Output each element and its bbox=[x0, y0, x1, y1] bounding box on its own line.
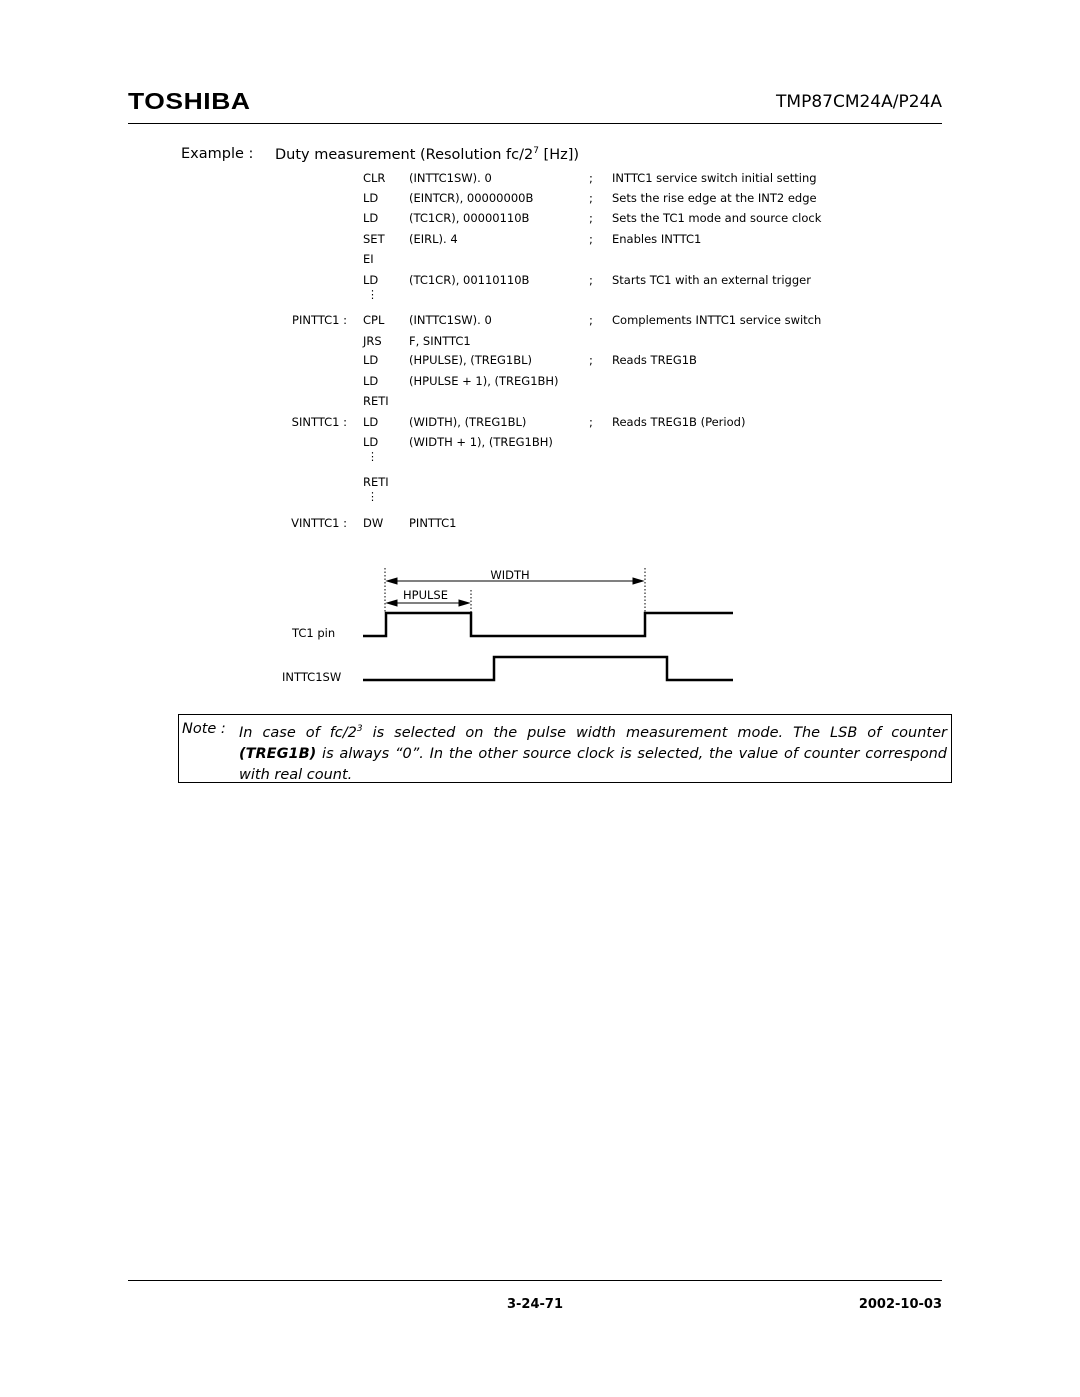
code-operand: (HPULSE + 1), (TREG1BH) bbox=[409, 374, 559, 388]
code-operand: (EINTCR), 00000000B bbox=[409, 191, 534, 205]
code-label: SINTTC1 : bbox=[291, 415, 347, 429]
comment-separator: ; bbox=[589, 232, 593, 246]
code-mnemonic: RETI bbox=[363, 475, 389, 489]
code-comment: Enables INTTC1 bbox=[612, 232, 702, 246]
code-comment: Complements INTTC1 service switch bbox=[612, 313, 822, 327]
arrowhead bbox=[387, 600, 397, 606]
code-mnemonic: EI bbox=[363, 252, 374, 266]
code-comment: INTTC1 service switch initial setting bbox=[612, 171, 817, 185]
code-operand: (HPULSE), (TREG1BL) bbox=[409, 353, 533, 367]
code-operand: (WIDTH), (TREG1BL) bbox=[409, 415, 527, 429]
code-operand: (EIRL). 4 bbox=[409, 232, 458, 246]
inttc1sw-label: INTTC1SW bbox=[282, 670, 342, 684]
code-mnemonic: LD bbox=[363, 353, 379, 367]
page-number: 3-24-71 bbox=[506, 1297, 564, 1312]
note-text-c: is always “0”. In the other source clock is selected, the value of counter correspond with real count. bbox=[239, 745, 947, 783]
code-mnemonic: LD bbox=[363, 374, 379, 388]
code-mnemonic: LD bbox=[363, 435, 379, 449]
code-mnemonic: LD bbox=[363, 191, 379, 205]
comment-separator: ; bbox=[589, 415, 593, 429]
hpulse-label: HPULSE bbox=[403, 588, 448, 602]
code-operand: PINTTC1 bbox=[409, 516, 457, 530]
code-mnemonic: LD bbox=[363, 273, 379, 287]
code-mnemonic: CLR bbox=[363, 171, 386, 185]
note-text-b: is selected on the pulse width measurement mode. The LSB of counter bbox=[362, 724, 947, 741]
code-mnemonic: CPL bbox=[363, 313, 385, 327]
code-comment: Reads TREG1B (Period) bbox=[612, 415, 746, 429]
title-suffix: [Hz]) bbox=[538, 146, 580, 163]
code-operand: F, SINTTC1 bbox=[409, 334, 471, 348]
code-operand: (INTTC1SW). 0 bbox=[409, 171, 492, 185]
code-comment: Starts TC1 with an external trigger bbox=[612, 273, 811, 287]
note-label: Note : bbox=[182, 721, 226, 737]
ellipsis-vertical: ⋮ bbox=[367, 288, 378, 301]
code-operand: (WIDTH + 1), (TREG1BH) bbox=[409, 435, 553, 449]
comment-separator: ; bbox=[589, 273, 593, 287]
code-comment: Sets the rise edge at the INT2 edge bbox=[612, 191, 817, 205]
comment-separator: ; bbox=[589, 171, 593, 185]
document-date: 2002-10-03 bbox=[858, 1297, 942, 1312]
tc1-pin-label: TC1 pin bbox=[292, 626, 336, 640]
code-comment: Reads TREG1B bbox=[612, 353, 697, 367]
comment-separator: ; bbox=[589, 191, 593, 205]
ellipsis-vertical: ⋮ bbox=[367, 450, 378, 463]
note-exponent: 3 bbox=[356, 724, 363, 734]
note-text bbox=[239, 719, 947, 786]
code-mnemonic: LD bbox=[363, 415, 379, 429]
note-register: (TREG1B) bbox=[239, 745, 317, 762]
code-operand: (INTTC1SW). 0 bbox=[409, 313, 492, 327]
arrowhead bbox=[387, 578, 397, 584]
arrowhead bbox=[633, 578, 643, 584]
code-operand: (TC1CR), 00110110B bbox=[409, 273, 530, 287]
code-operand: (TC1CR), 00000110B bbox=[409, 211, 530, 225]
code-mnemonic: DW bbox=[363, 516, 384, 530]
title-exponent: 7 bbox=[533, 146, 539, 156]
code-label: PINTTC1 : bbox=[292, 313, 347, 327]
inttc1sw-waveform bbox=[363, 657, 733, 680]
comment-separator: ; bbox=[589, 211, 593, 225]
code-mnemonic: SET bbox=[363, 232, 385, 246]
note-box bbox=[178, 714, 952, 783]
ellipsis-vertical: ⋮ bbox=[367, 490, 378, 503]
toshiba-logo: TOSHIBA bbox=[128, 88, 251, 114]
comment-separator: ; bbox=[589, 353, 593, 367]
code-label: VINTTC1 : bbox=[291, 516, 347, 530]
comment-separator: ; bbox=[589, 313, 593, 327]
footer-rule bbox=[128, 1280, 942, 1281]
title-prefix: Duty measurement (Resolution fc/2 bbox=[275, 146, 534, 163]
width-label: WIDTH bbox=[490, 568, 530, 582]
code-mnemonic: LD bbox=[363, 211, 379, 225]
example-label: Example : bbox=[181, 146, 254, 162]
note-text-a: In case of fc/2 bbox=[239, 724, 357, 741]
tc1-pin-waveform bbox=[363, 613, 733, 636]
code-mnemonic: JRS bbox=[363, 334, 382, 348]
part-number: TMP87CM24A/P24A bbox=[776, 92, 942, 112]
arrowhead bbox=[459, 600, 469, 606]
code-mnemonic: RETI bbox=[363, 394, 389, 408]
code-comment: Sets the TC1 mode and source clock bbox=[612, 211, 822, 225]
